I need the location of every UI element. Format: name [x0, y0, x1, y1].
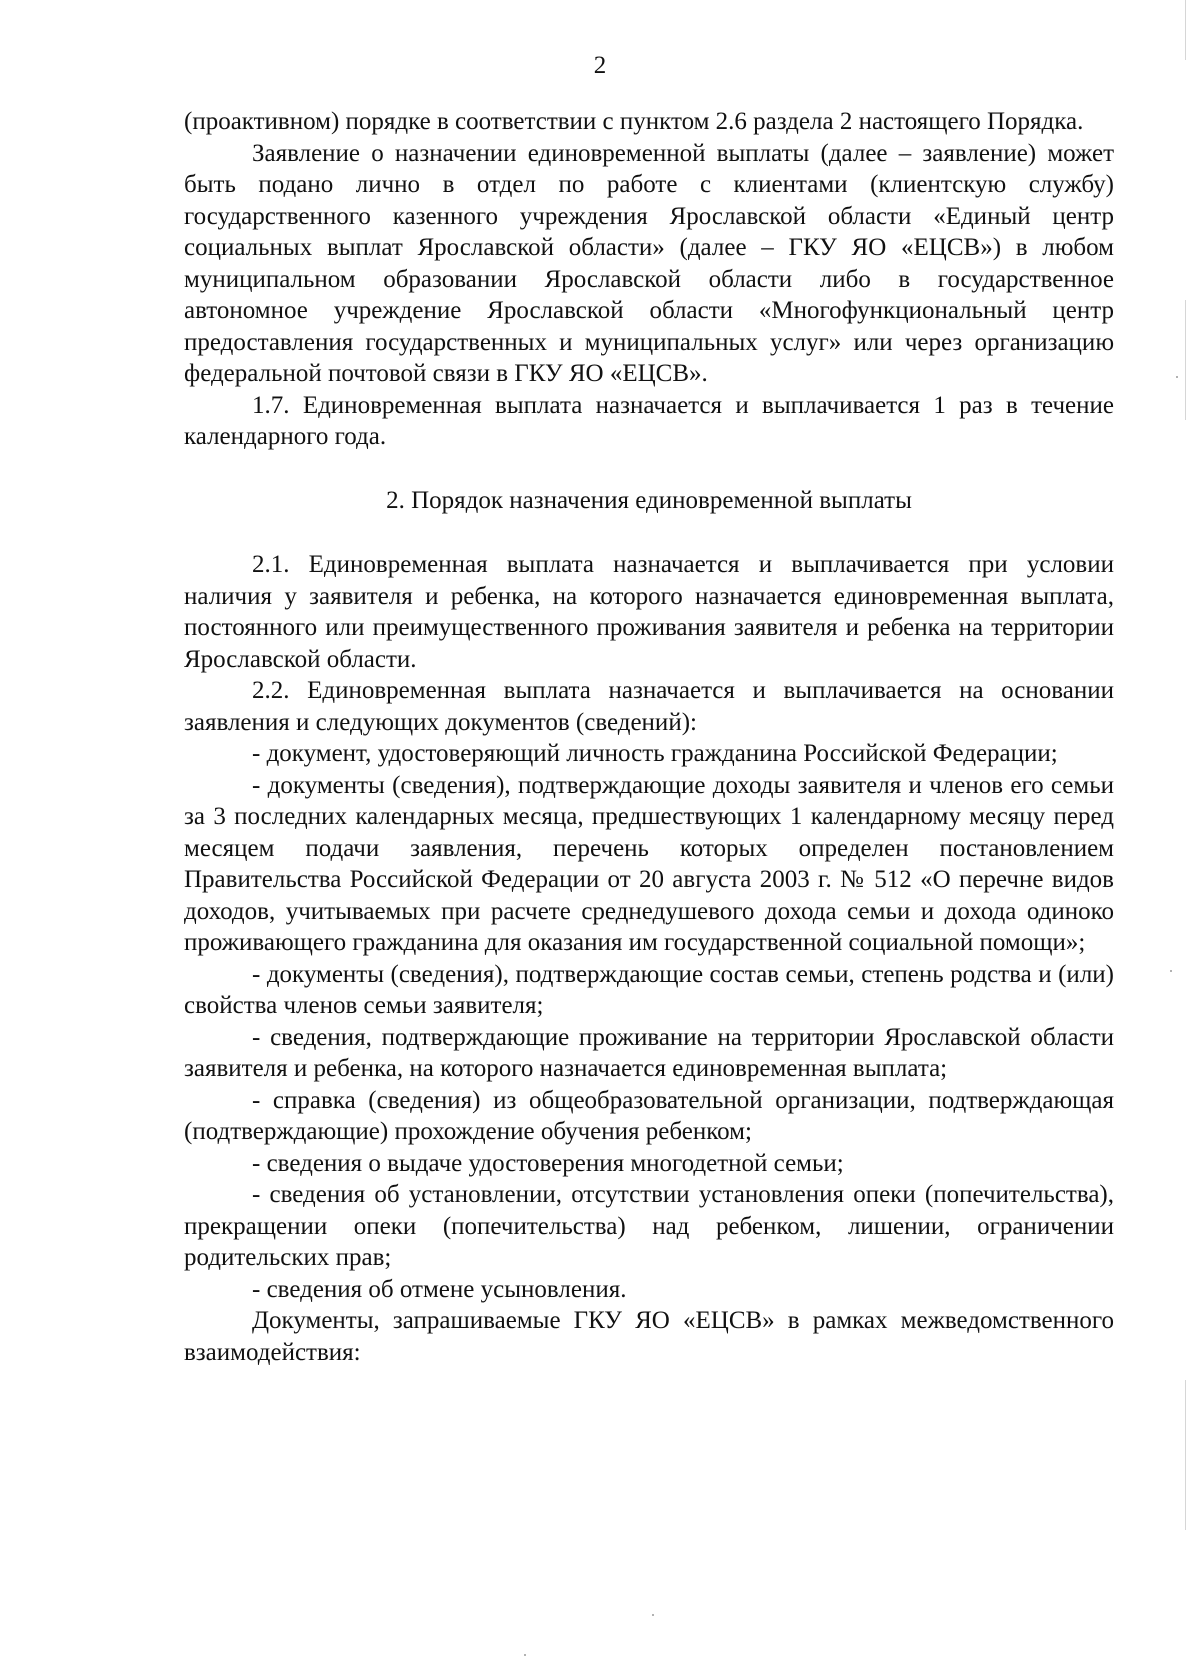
scan-edge-mark — [1185, 300, 1186, 420]
list-item-identity-document: - документ, удостоверяющий личность гражданина Российской Федерации; — [252, 740, 1058, 767]
paragraph-continuation: (проактивном) порядке в соответствии с пунктом 2.6 раздела 2 настоящего Порядка. — [184, 108, 1084, 135]
scan-edge-mark — [1185, 1380, 1186, 1530]
list-item-family-documents: - документы (сведения), подтверждающие состав семьи, степень родства и (или) свойства членов семьи заявителя; — [184, 960, 1114, 1019]
paragraph-2-1: 2.1. Единовременная выплата назначается и выплачивается при условии наличия у заявителя и ребенка, на которого назначается единовременная выплата, постоянного или преимущественного проживания заявителя и ребенка на территории Ярославской области. — [184, 551, 1114, 673]
paragraph-application: Заявление о назначении единовременной выплаты (далее – заявление) может быть подано лично в отдел по работе с клиентами (клиентскую службу) государственного казенного учреждения Ярославской области «Единый центр социальных выплат Ярославской области» (далее – ГКУ ЯО «ЕЦСВ») в любом муниципальном образовании Ярославской области либо в государственное автономное учреждение Ярославской области «Многофункциональный центр предоставления государственных и муниципальных услуг» или через организацию федеральной почтовой связи в ГКУ ЯО «ЕЦСВ». — [184, 139, 1114, 387]
section-heading: 2. Порядок назначения единовременной выплаты — [386, 486, 912, 514]
scan-speck — [1176, 376, 1178, 378]
scan-speck — [652, 1614, 654, 1616]
list-item-income-documents: - документы (сведения), подтверждающие доходы заявителя и членов его семьи за 3 последних календарных месяца, предшествующих 1 календарному месяцу перед месяцем подачи заявления, перечень которых определен постановлением Правительства Российской Федерации от 20 августа 2003 г. № 512 «О перечне видов доходов, учитываемых при расчете среднедушевого дохода семьи и дохода одиноко проживающего гражданина для оказания им государственной социальной помощи»; — [184, 771, 1114, 956]
scan-speck — [524, 1654, 526, 1656]
page-number: 2 — [593, 52, 607, 79]
paragraph-interagency-documents: Документы, запрашиваемые ГКУ ЯО «ЕЦСВ» в рамках межведомственного взаимодействия: — [184, 1307, 1114, 1366]
paragraph-2-2: 2.2. Единовременная выплата назначается и выплачивается на основании заявления и следующих документов (сведений): — [184, 677, 1114, 736]
list-item-school-certificate: - справка (сведения) из общеобразовательной организации, подтверждающая (подтверждающие) прохождение обучения ребенком; — [184, 1086, 1114, 1145]
scan-speck — [1170, 970, 1172, 972]
paragraph-1-7: 1.7. Единовременная выплата назначается и выплачивается 1 раз в течение календарного года. — [184, 391, 1114, 450]
document-body — [184, 106, 1114, 1368]
list-item-large-family-certificate: - сведения о выдаче удостоверения многодетной семьи; — [252, 1149, 844, 1177]
list-item-guardianship-info: - сведения об установлении, отсутствии установления опеки (попечительства), прекращении опеки (попечительства) над ребенком, лишении, ограничении родительских прав; — [184, 1181, 1114, 1271]
list-item-adoption-cancellation: - сведения об отмене усыновления. — [252, 1275, 627, 1303]
list-item-residence-info: - сведения, подтверждающие проживание на территории Ярославской области заявителя и ребенка, на которого назначается единовременная выплата; — [184, 1023, 1114, 1082]
